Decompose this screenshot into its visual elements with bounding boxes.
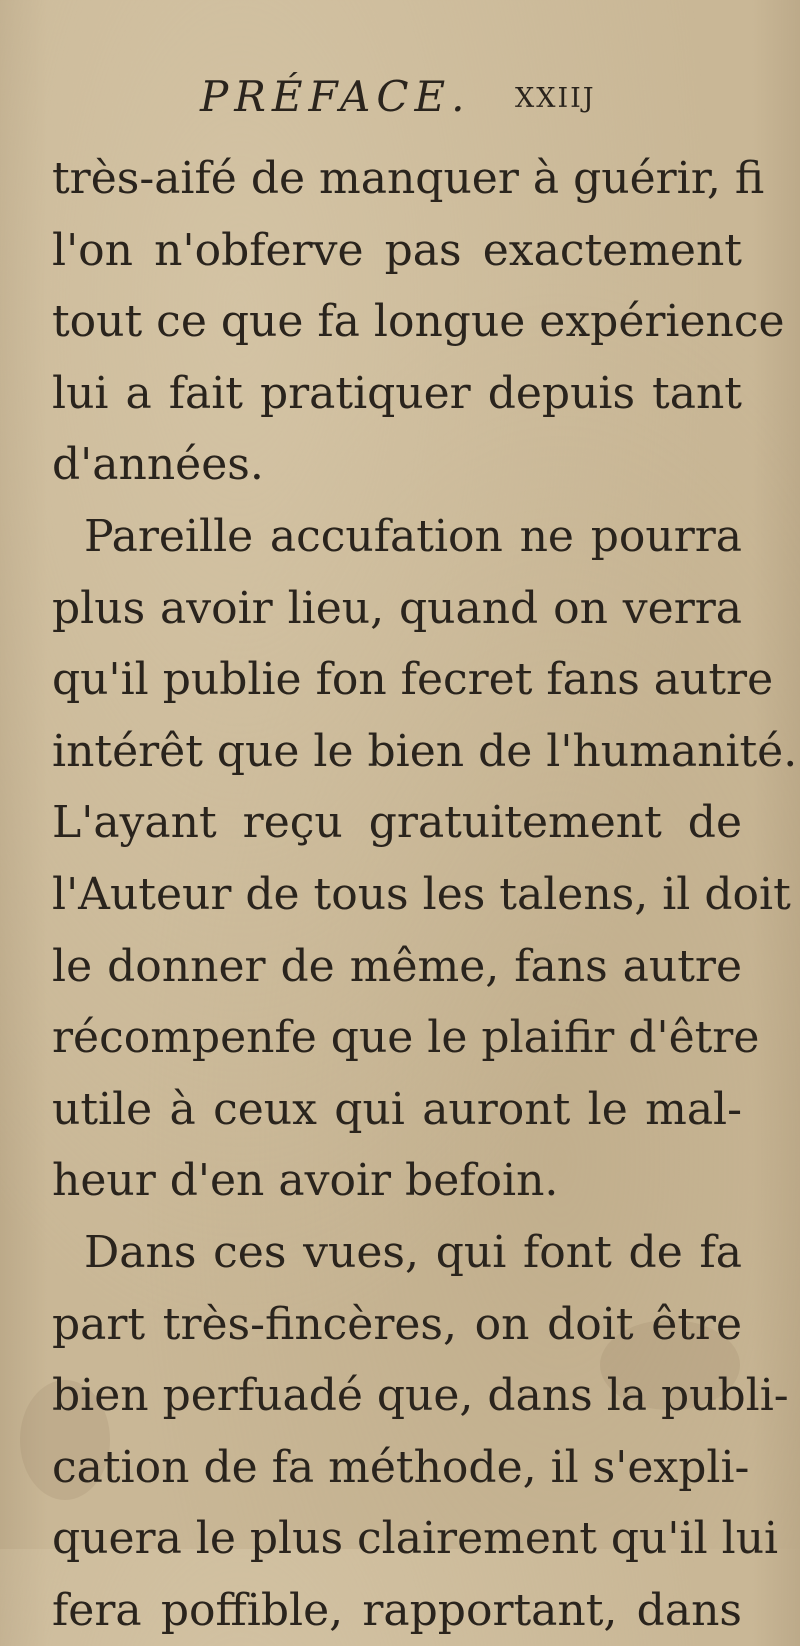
text-line: L'ayant reçu gratuitement de (52, 797, 742, 849)
text-line: intérêt que le bien de l'humanité. (52, 725, 798, 777)
text-line: d'années. (52, 439, 264, 491)
text-line: part très-fincères, on doit être (52, 1298, 742, 1350)
text-line: fera poffible, rapportant, dans (52, 1584, 742, 1636)
text-line: bien perfuadé que, dans la publi- (52, 1370, 789, 1422)
body-text (52, 143, 798, 1646)
running-head (200, 72, 720, 132)
paragraph-first-line: Dans ces vues, qui font de fa (84, 1226, 742, 1278)
text-line: très-aifé de manquer à guérir, fi (52, 153, 765, 204)
text-line: plus avoir lieu, quand on verra (52, 582, 742, 634)
running-head-title: PRÉFACE. (200, 72, 471, 121)
text-line: l'on n'obferve pas exactement (52, 224, 742, 276)
text-line: l'Auteur de tous les talens, il doit (52, 868, 791, 920)
text-line: récompenfe que le plaifir d'être (52, 1012, 760, 1064)
text-line: tout ce que fa longue expérience (52, 296, 785, 348)
page-number: xxiij (515, 72, 596, 116)
text-line: qu'il publie fon fecret fans autre (52, 654, 774, 706)
text-line: heur d'en avoir befoin. (52, 1155, 559, 1207)
text-line: utile à ceux qui auront le mal- (52, 1083, 742, 1135)
text-line: quera le plus clairement qu'il lui (52, 1513, 779, 1565)
text-line: le donner de même, fans autre (52, 940, 742, 992)
text-line: lui a fait pratiquer depuis tant (52, 367, 742, 419)
paragraph-first-line: Pareille accufation ne pourra (84, 510, 742, 562)
text-line: cation de fa méthode, il s'expli- (52, 1441, 750, 1493)
